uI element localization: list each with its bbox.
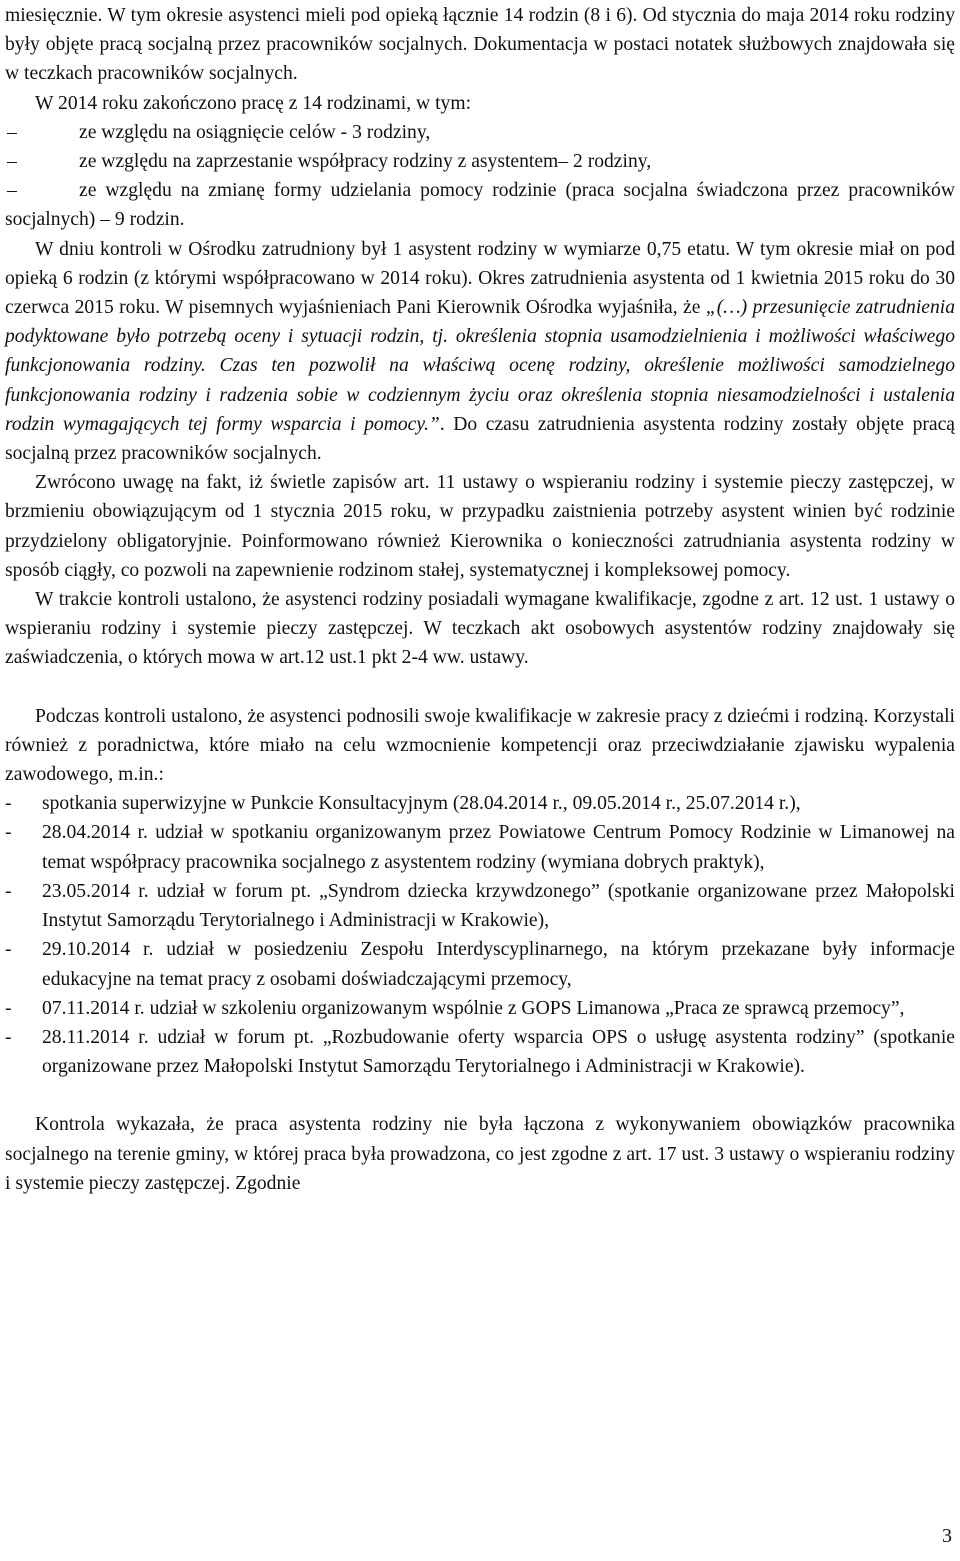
paragraph-art-11: Zwrócono uwagę na fakt, iż świetle zapisów art. 11 ustawy o wspieraniu rodziny i systemie pieczy zastępczej, w brzmieniu obowiązującym od 1 stycznia 2015 roku, w przypadku zaistnienia potrzeby asystent winien być rodzinie przydzielony obligatoryjnie. Poinformowano również Kierownika o konieczności zatrudniania asystenta rodziny w sposób ciągły, co pozwoli na zapewnienie rodzinom stałej, systematycznej i kompleksowej pomocy. (5, 472, 955, 581)
list-item (5, 935, 955, 993)
page-number: 3 (942, 1525, 952, 1547)
list-item (5, 789, 955, 818)
list-item-text: 29.10.2014 r. udział w posiedzeniu Zespołu Interdyscyplinarnego, na którym przekazane były informacje edukacyjne na temat pracy z osobami doświadczającymi przemocy, (42, 939, 955, 990)
list-item (5, 176, 955, 234)
document-body (5, 1, 955, 1198)
paragraph-ended-cooperation: W 2014 roku zakończono pracę z 14 rodzinami, w tym: (35, 92, 472, 114)
quoted-explanation: „(…) przesunięcie zatrudnienia podyktowane było potrzebą oceny i sytuacji rodzin, tj. określenia stopnia usamodzielnienia i możliwości właściwego funkcjonowania rodziny. Czas ten pozwolił na właściwą ocenę rodziny, określenie możliwości samodzielnego funkcjonowania rodziny i radzenia sobie w codziennym życiu oraz określenia stopnia niesamodzielności i ustalenia rodzin wymagających tej formy wsparcia i pomocy.” (5, 297, 955, 435)
list-item-text: 07.11.2014 r. udział w szkoleniu organizowanym wspólnie z GOPS Limanowa „Praca ze sprawcą przemocy”, (42, 997, 905, 1019)
list-item (5, 877, 955, 935)
list-item-text: 28.04.2014 r. udział w spotkaniu organizowanym przez Powiatowe Centrum Pomocy Rodzinie w Limanowej na temat współpracy pracownika socjalnego z asystentem rodziny (wymiana dobrych praktyk), (42, 822, 955, 873)
paragraph-text: . Do czasu zatrudnienia asystenta rodziny zostały objęte pracą socjalną przez pracowników socjalnych. (5, 413, 955, 465)
dash-marker: - (5, 1026, 12, 1048)
list-item (5, 118, 955, 147)
paragraph-intro: miesięcznie. W tym okresie asystenci mieli pod opieką łącznie 14 rodzin (8 i 6). Od stycznia do maja 2014 roku rodziny były objęte pracą socjalną przez pracowników socjalnych. Dokumentacja w postaci notatek służbowych znajdowała się w teczkach pracowników socjalnych. (5, 5, 955, 85)
list-item (5, 1023, 955, 1081)
list-item-text: ze względu na zaprzestanie współpracy rodziny z asystentem– 2 rodziny, (79, 151, 652, 173)
list-item-text: 28.11.2014 r. udział w forum pt. „Rozbudowanie oferty wsparcia OPS o usługę asystenta rodziny” (spotkanie organizowane przez Małopolski Instytut Samorządu Terytorialnego i Administracji w Krakowie). (42, 1026, 955, 1078)
spacer (5, 673, 955, 702)
list-item-text: 23.05.2014 r. udział w forum pt. „Syndrom dziecka krzywdzonego” (spotkanie organizowane przez Małopolski Instytut Samorządu Terytorialnego i Administracji w Krakowie), (42, 880, 955, 932)
dash-marker: - (5, 997, 12, 1019)
paragraph-conclusion: Kontrola wykazała, że praca asystenta rodziny nie była łączona z wykonywaniem obowiązków pracownika socjalnego na terenie gminy, w której praca była prowadzona, co jest zgodne z art. 17 ust. 3 ustawy o wspieraniu rodziny i systemie pieczy zastępczej. Zgodnie (5, 1114, 955, 1194)
paragraph-assistant-employment (5, 235, 955, 469)
dash-marker: - (5, 880, 12, 902)
list-item-text: spotkania superwizyjne w Punkcie Konsultacyjnym (28.04.2014 r., 09.05.2014 r., 25.07.2014 r.), (42, 793, 801, 815)
list-item (5, 818, 955, 876)
dash-marker: - (5, 793, 12, 815)
paragraph-text: W dniu kontroli w Ośrodku zatrudniony był 1 asystent rodziny w wymiarze 0,75 etatu. W tym okresie miał on pod opieką 6 rodzin (z którymi współpracowano w 2014 roku). Okres zatrudnienia asystenta od 1 kwietnia 2015 roku do 30 czerwca 2015 roku. W pisemnych wyjaśnieniach Pani Kierownik Ośrodka wyjaśniła, że (5, 238, 955, 319)
list-item (5, 147, 955, 176)
list-item-text: ze względu na osiągnięcie celów - 3 rodziny, (79, 121, 431, 143)
list-item-text: ze względu na zmianę formy udzielania pomocy rodzinie (praca socjalna świadczona przez pracowników socjalnych) – 9 rodzin. (5, 180, 955, 231)
dash-marker: - (5, 939, 12, 961)
dash-marker: – (7, 180, 17, 202)
spacer (5, 1081, 955, 1110)
dash-marker: – (7, 121, 17, 143)
paragraph-qualifications: W trakcie kontroli ustalono, że asystenci rodziny posiadali wymagane kwalifikacje, zgodne z art. 12 ust. 1 ustawy o wspieraniu rodziny i systemie pieczy zastępczej. W teczkach akt osobowych asystentów rodziny znajdowały się zaświadczenia, o których mowa w art.12 ust.1 pkt 2-4 ww. ustawy. (5, 589, 955, 669)
list-item (5, 994, 955, 1023)
paragraph-training: Podczas kontroli ustalono, że asystenci podnosili swoje kwalifikacje w zakresie pracy z dziećmi i rodziną. Korzystali również z poradnictwa, które miało na celu wzmocnienie kompetencji oraz przeciwdziałanie zjawisku wypalenia zawodowego, m.in.: (5, 705, 955, 786)
dash-marker: - (5, 822, 12, 844)
dash-marker: – (7, 151, 17, 173)
